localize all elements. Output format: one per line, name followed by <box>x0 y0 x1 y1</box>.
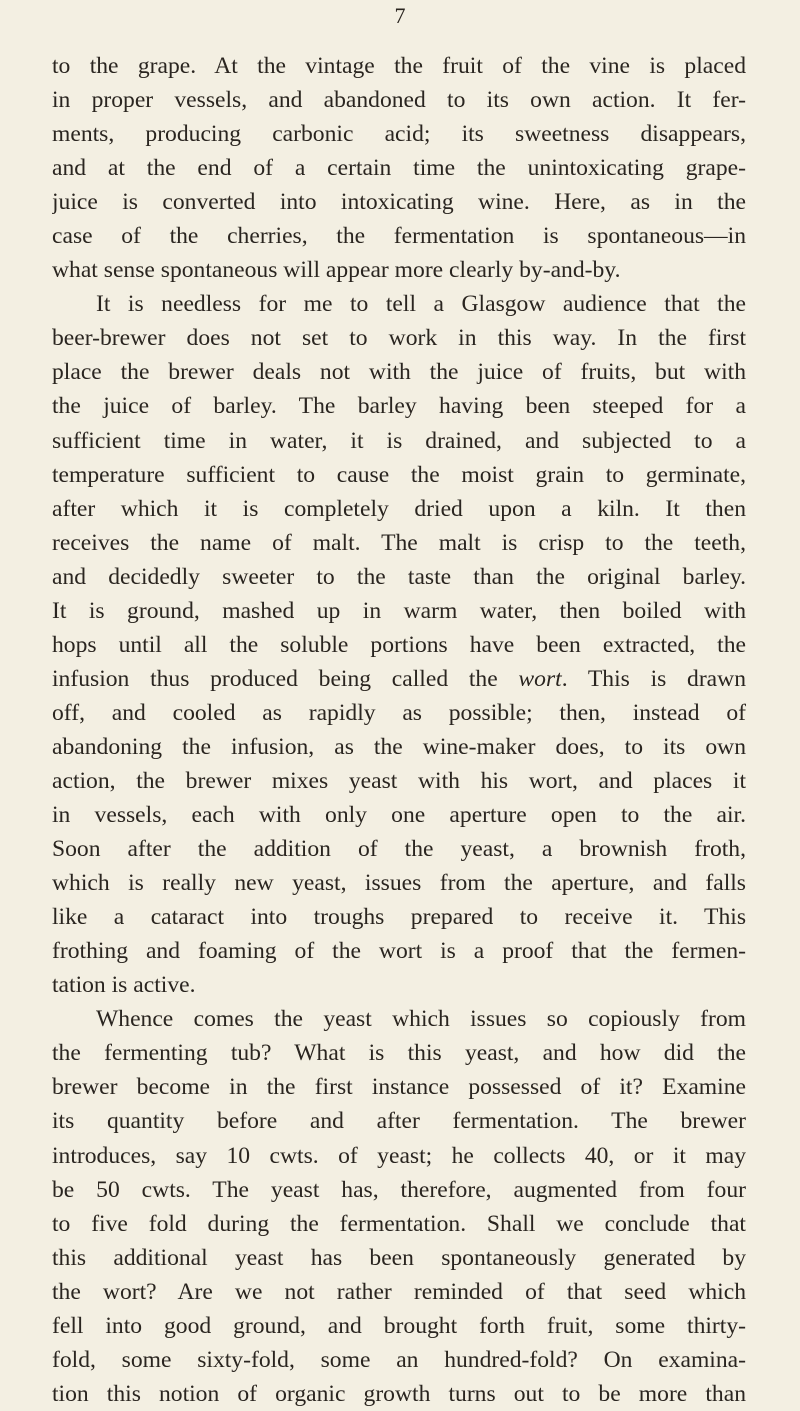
text-line: what sense spontaneous will appear more clearly by-and-by. <box>52 257 621 284</box>
text-line: infusion thus produced being called the wort. This is drawn <box>52 665 746 692</box>
page-number: 7 <box>394 3 406 28</box>
text-line: sufficient time in water, it is drained, and subjected to a <box>52 427 746 454</box>
text-line: It is ground, mashed up in warm water, then boiled with <box>52 597 746 624</box>
text-line: juice is converted into intoxicating wine. Here, as in the <box>52 189 746 216</box>
text-line: temperature sufficient to cause the moist grain to germinate, <box>52 461 746 488</box>
text-line: place the brewer deals not with the juice of fruits, but with <box>52 359 746 386</box>
text-line: Soon after the addition of the yeast, a brownish froth, <box>52 836 746 863</box>
text-line: ments, producing carbonic acid; its sweetness disappears, <box>52 121 746 148</box>
body-text <box>52 49 746 1411</box>
text-line: fold, some sixty-fold, some an hundred-fold? On examina- <box>52 1346 746 1373</box>
text-line: and at the end of a certain time the unintoxicating grape- <box>52 155 746 182</box>
text-line: frothing and foaming of the wort is a proof that the fermen- <box>52 938 746 965</box>
text-line: its quantity before and after fermentation. The brewer <box>52 1108 746 1135</box>
text-line: to five fold during the fermentation. Shall we conclude that <box>52 1210 746 1237</box>
text-line: in vessels, each with only one aperture open to the air. <box>52 802 746 829</box>
text-line: Whence comes the yeast which issues so copiously from <box>96 1006 746 1033</box>
text-line: hops until all the soluble portions have been extracted, the <box>52 631 746 658</box>
text-line: beer-brewer does not set to work in this way. In the first <box>52 325 746 352</box>
italic-term: wort <box>518 665 562 692</box>
text-line: which is really new yeast, issues from the aperture, and falls <box>52 870 746 897</box>
text-line: like a cataract into troughs prepared to receive it. This <box>52 904 746 931</box>
text-line: action, the brewer mixes yeast with his wort, and places it <box>52 767 746 794</box>
text-line: after which it is completely dried upon a kiln. It then <box>52 495 746 522</box>
text-line: fell into good ground, and brought forth fruit, some thirty- <box>52 1312 746 1339</box>
text-line: introduces, say 10 cwts. of yeast; he collects 40, or it may <box>52 1142 746 1169</box>
text-line: the fermenting tub? What is this yeast, and how did the <box>52 1040 746 1067</box>
text-line: receives the name of malt. The malt is crisp to the teeth, <box>52 529 746 556</box>
text-line: tation is active. <box>52 972 196 999</box>
text-line: the wort? Are we not rather reminded of that seed which <box>52 1278 746 1305</box>
text-line: It is needless for me to tell a Glasgow audience that the <box>96 291 746 318</box>
text-line: abandoning the infusion, as the wine-maker does, to its own <box>52 733 746 760</box>
text-line: tion this notion of organic growth turns out to be more than <box>52 1380 746 1407</box>
text-line: brewer become in the first instance possessed of it? Examine <box>52 1074 746 1101</box>
text-line: to the grape. At the vintage the fruit of the vine is placed <box>52 53 746 79</box>
text-line: off, and cooled as rapidly as possible; then, instead of <box>52 699 746 726</box>
text-line: case of the cherries, the fermentation is spontaneous—in <box>52 223 746 250</box>
text-line: the juice of barley. The barley having been steeped for a <box>52 393 746 420</box>
text-line: in proper vessels, and abandoned to its own action. It fer- <box>52 87 746 114</box>
text-line: be 50 cwts. The yeast has, therefore, augmented from four <box>52 1176 746 1203</box>
text-line: this additional yeast has been spontaneously generated by <box>52 1244 746 1271</box>
text-line: and decidedly sweeter to the taste than the original barley. <box>52 563 746 590</box>
